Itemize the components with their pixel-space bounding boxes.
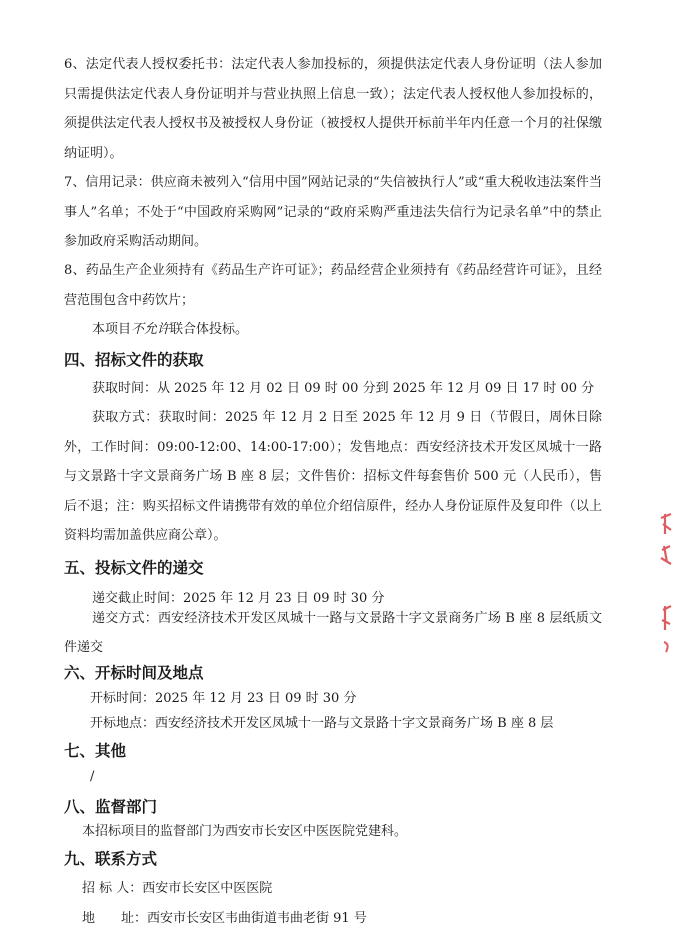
address-contact: 地 址：西安市长安区韦曲街道韦曲老街 91 号 — [82, 911, 367, 926]
section-8-heading: 八、监督部门 — [64, 798, 158, 816]
consortium-suffix: 联合体投标。 — [170, 322, 249, 337]
acquisition-time: 获取时间：从 2025 年 12 月 02 日 09 时 00 分到 2025 年 12 月 09 日 17 时 00 分 — [92, 381, 595, 396]
stamp-mark-icon — [655, 510, 673, 660]
supervision-content: 本招标项目的监督部门为西安市长安区中医医院党建科。 — [82, 824, 408, 839]
consortium-prefix: 本项目 — [92, 322, 132, 337]
section-9-heading: 九、联系方式 — [64, 850, 158, 868]
requirement-item-6: 6、法定代表人授权委托书：法定代表人参加投标的，须提供法定代表人身份证明（法人参加只需提供法定代表人身份证明并与营业执照上信息一致）；法定代表人授权他人参加投标的，须提供法定代表人授权书及被授权人身份证（被授权人提供开标前半年内任意一个月的社保缴纳证明）。 — [64, 57, 602, 161]
opening-time: 开标时间：2025 年 12 月 23 日 09 时 30 分 — [90, 691, 357, 706]
section-4-heading: 四、招标文件的获取 — [64, 351, 204, 369]
other-content: / — [90, 769, 95, 784]
submission-method: 递交方式：西安经济技术开发区凤城十一路与文景路十字文景商务广场 B 座 8 层纸质文件递交 — [64, 611, 602, 655]
consortium-note — [92, 315, 602, 345]
tenderer-contact: 招 标 人：西安市长安区中医医院 — [82, 881, 273, 896]
submission-deadline: 递交截止时间：2025 年 12 月 23 日 09 时 30 分 — [92, 591, 385, 606]
section-7-heading: 七、其他 — [64, 742, 127, 760]
consortium-emphasis: 不允许 — [131, 322, 171, 337]
section-5-heading: 五、投标文件的递交 — [64, 559, 204, 577]
requirement-item-7: 7、信用记录：供应商未被列入“信用中国”网站记录的“失信被执行人”或“重大税收违法案件当事人”名单；不处于“中国政府采购网”记录的“政府采购严重违法失信行为记录名单”中的禁止参加政府采购活动期间。 — [64, 175, 602, 249]
opening-place: 开标地点：西安经济技术开发区凤城十一路与文景路十字文景商务广场 B 座 8 层 — [90, 716, 554, 731]
seal-stamp-edge — [655, 510, 673, 660]
acquisition-method: 获取方式：获取时间：2025 年 12 月 2 日至 2025 年 12 月 9 日（节假日，周休日除外，工作时间：09:00-12:00、14:00-17:00）；发售地点：西安经济技术开发区凤城十一路与文景路十字文景商务广场 B 座 8 层；文件售价：招标文件每套售价 500 元（人民币），售后不退；注：购买招标文件请携带有效的单位介绍信原件，经办人身份证原件及复印件（以上资料均需加盖供应商公章）。 — [64, 410, 602, 543]
requirement-item-8: 8、药品生产企业须持有《药品生产许可证》；药品经营企业须持有《药品经营许可证》，且经营范围包含中药饮片； — [64, 263, 602, 308]
section-6-heading: 六、开标时间及地点 — [64, 664, 204, 682]
